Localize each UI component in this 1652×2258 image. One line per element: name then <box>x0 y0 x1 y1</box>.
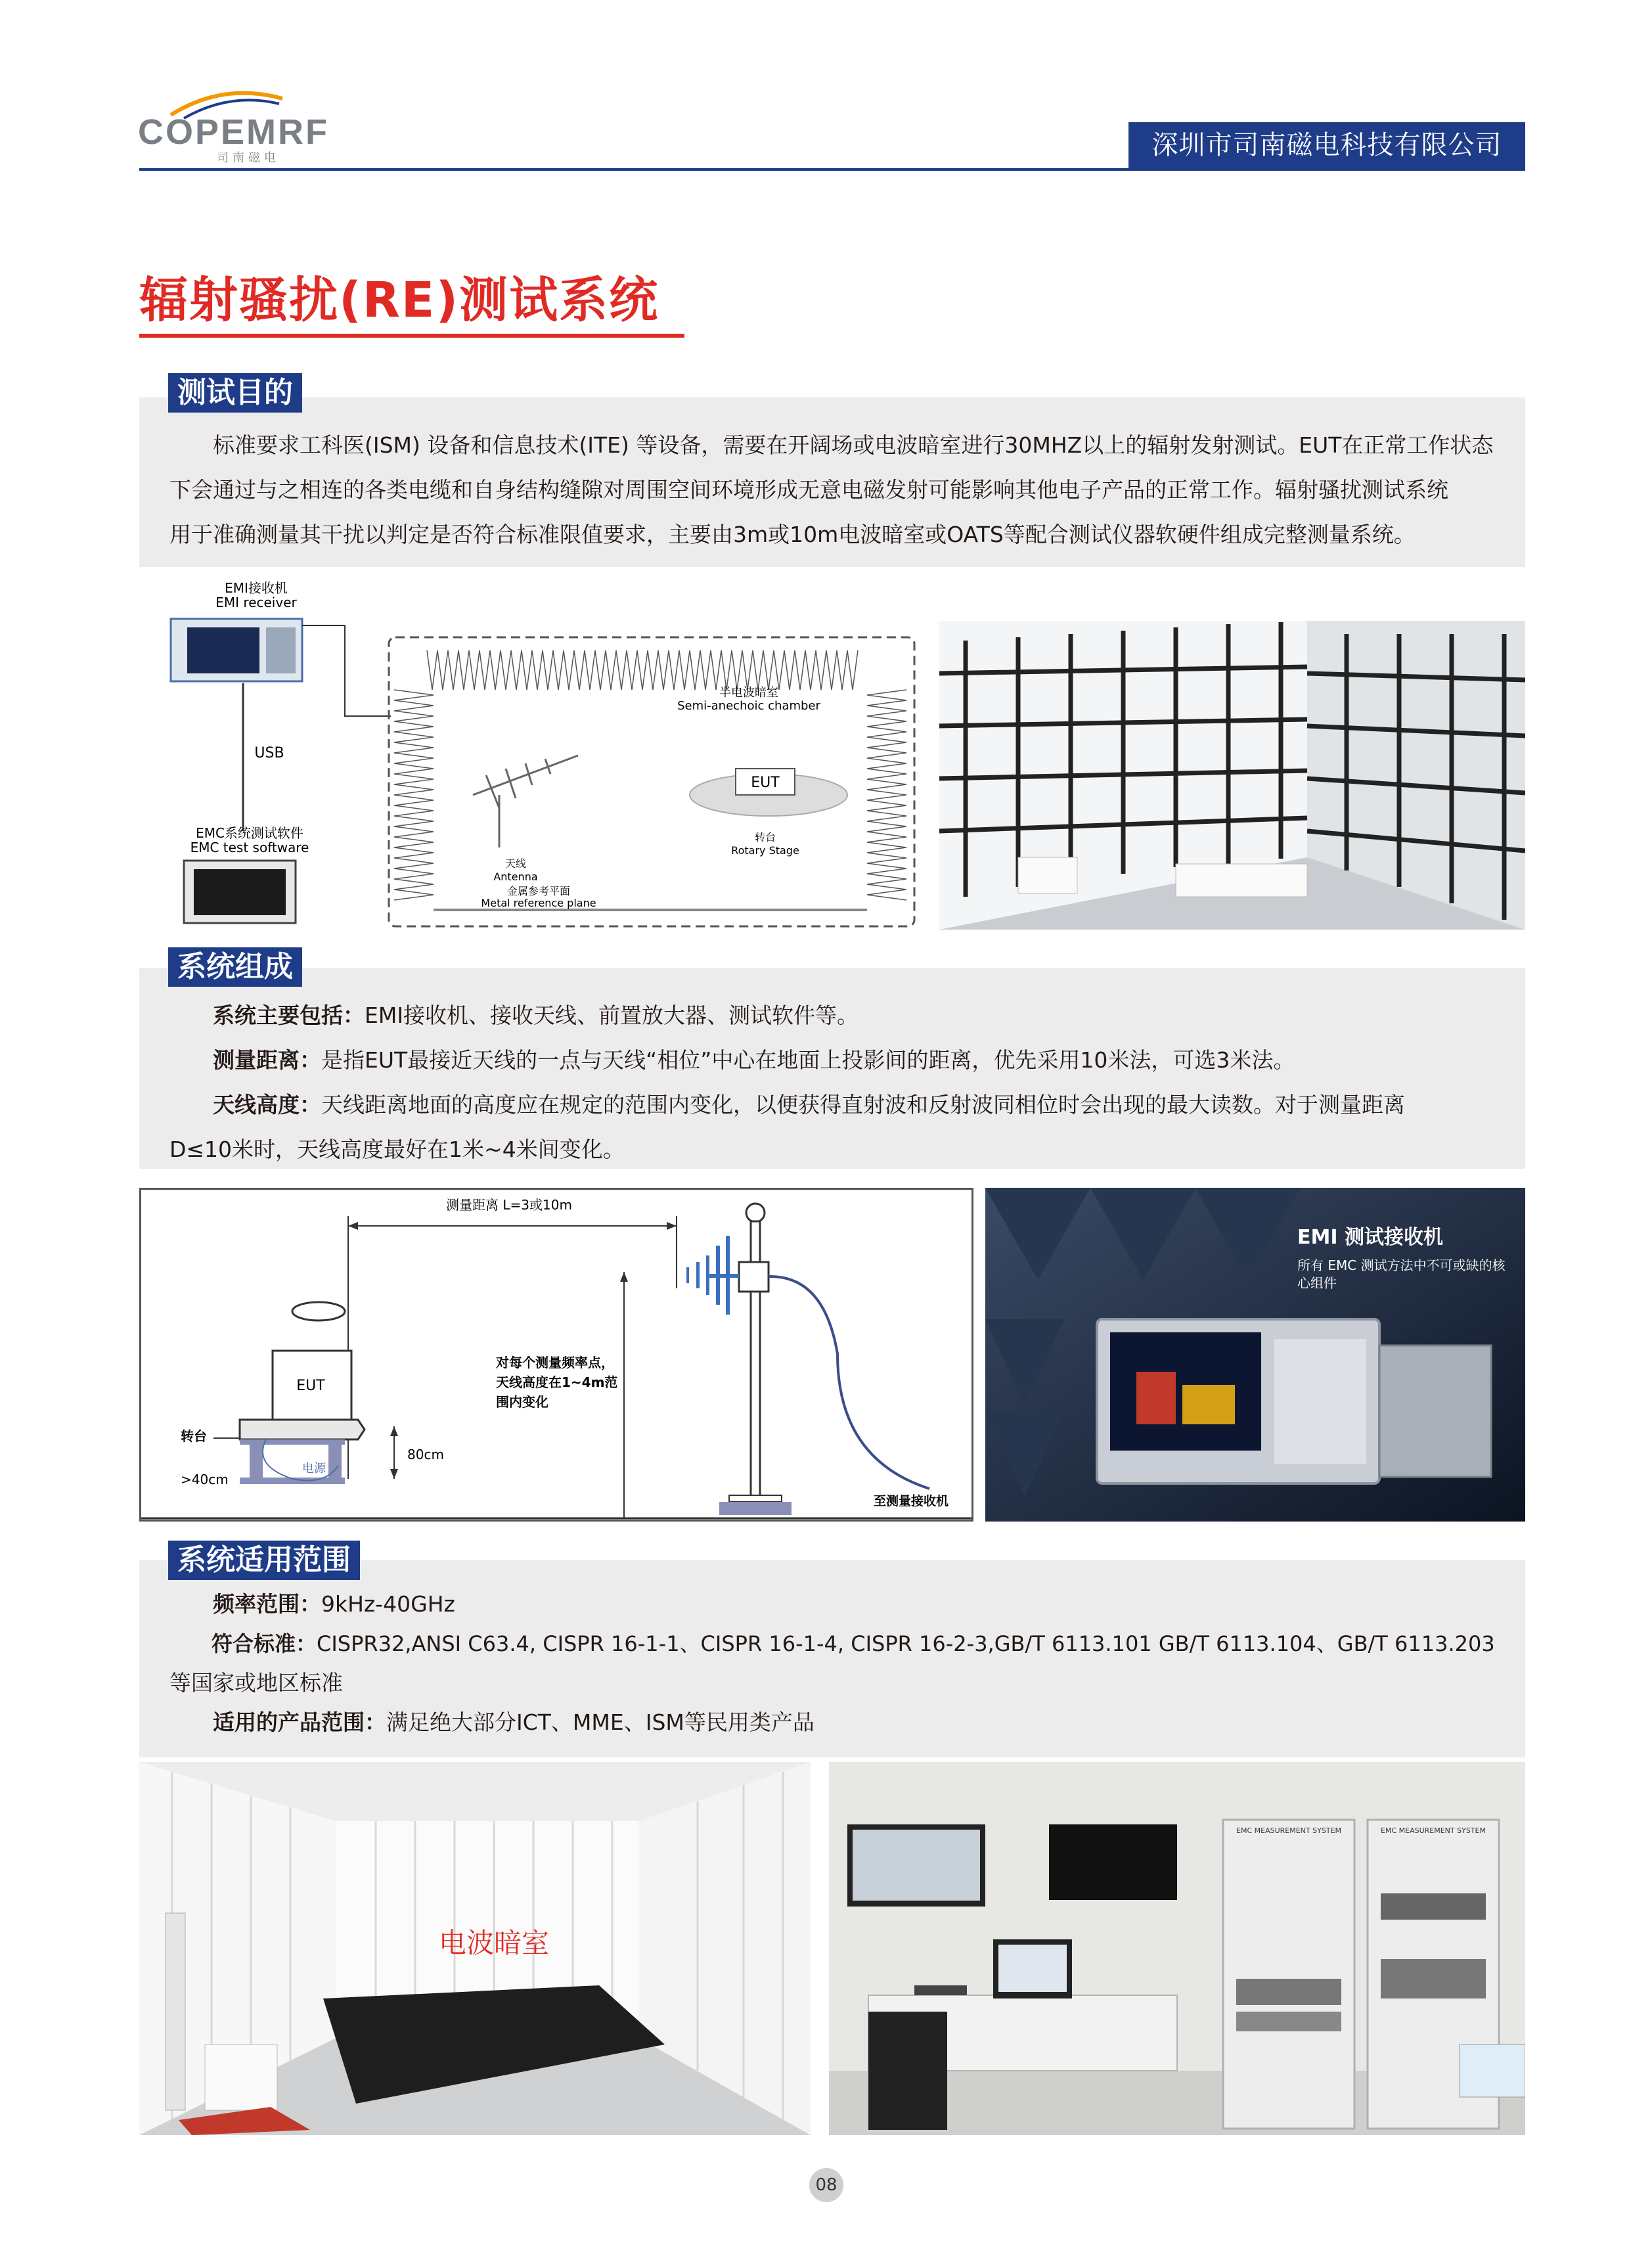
antenna-icon <box>473 756 578 847</box>
receiver-photo-desc-2: 心组件 <box>1297 1275 1337 1291</box>
composition-item-2 <box>169 1038 1516 1083</box>
antenna-label-cn: 天线 <box>504 857 527 870</box>
antenna-icon-2 <box>686 1236 739 1315</box>
purpose-line-3: 用于准确测量其干扰以判定是否符合标准限值要求，主要由3m或10m电波暗室或OATS等配合测试仪器软硬件组成完整测量系统。 <box>169 522 1416 547</box>
stage-label-en: Rotary Stage <box>731 844 799 857</box>
eut-label: EUT <box>751 775 780 791</box>
rack-label-2: EMC MEASUREMENT SYSTEM <box>1381 1826 1486 1835</box>
chamber-photo-label: 电波暗室 <box>438 1927 550 1959</box>
composition-item-3 <box>169 1083 1516 1127</box>
note-line-1: 对每个测量频率点， <box>496 1355 614 1370</box>
section-composition-text <box>169 993 1516 1172</box>
scope-prod <box>169 1703 1523 1742</box>
receiver-photo-desc-1: 所有 EMC 测试方法中不可或缺的核 <box>1297 1257 1506 1273</box>
logo-subtext: 司南磁电 <box>217 151 280 165</box>
section-scope-text <box>169 1585 1523 1742</box>
absorber-left <box>394 690 434 900</box>
composition-key-2: 测量距离： <box>213 1047 321 1073</box>
section-composition-label: 系统组成 <box>168 947 302 987</box>
note-line-3: 围内变化 <box>496 1394 548 1410</box>
composition-key-1: 系统主要包括： <box>213 1003 365 1028</box>
chamber-label-en: Semi-anechoic chamber <box>677 699 820 713</box>
eut-label-2: EUT <box>296 1378 325 1394</box>
purpose-line-2: 下会通过与之相连的各类电缆和自身结构缝隙对周围空间环境形成无意电磁发射可能影响其他电子产品的正常工作。辐射骚扰测试系统 <box>169 477 1448 503</box>
scope-freq-key: 频率范围： <box>213 1591 321 1617</box>
system-diagram-svg <box>158 578 933 933</box>
measurement-diagram <box>139 1188 973 1522</box>
title-underline <box>139 334 684 338</box>
note-line-2: 天线高度在1~4m范 <box>496 1374 618 1390</box>
rotation-icon <box>292 1302 345 1321</box>
to-receiver-label: 至测量接收机 <box>874 1494 949 1508</box>
section-purpose-label: 测试目的 <box>168 373 302 413</box>
height-80-label: 80cm <box>407 1447 444 1462</box>
absorber-top <box>427 650 858 690</box>
emi-label-cn: EMI接收机 <box>225 580 288 596</box>
stage-label-cn: 转台 <box>754 831 776 844</box>
scope-prod-key: 适用的产品范围： <box>213 1709 386 1735</box>
software-label-en: EMC test software <box>190 840 309 855</box>
purpose-line-1: 标准要求工科医(ISM) 设备和信息技术(ITE) 等设备，需要在开阔场或电波暗室进行30MHZ以上的辐射发射测试。EUT在正常工作状态 <box>213 432 1494 458</box>
company-name: 深圳市司南磁电科技有限公司 <box>1128 122 1525 168</box>
chamber-photo-2 <box>139 1762 811 2135</box>
distance-label: 测量距离 L=3或10m <box>446 1197 572 1213</box>
composition-item-3-cont: D≤10米时，天线高度最好在1米~4米间变化。 <box>169 1137 625 1162</box>
logo-text: COPEMRF <box>138 112 329 152</box>
gt40-label: >40cm <box>181 1472 229 1487</box>
section-scope-label: 系统适用范围 <box>168 1541 360 1580</box>
emi-label-en: EMI receiver <box>215 595 297 610</box>
scope-freq <box>169 1585 1523 1624</box>
plane-label-cn: 金属参考平面 <box>506 885 571 897</box>
header-divider <box>139 168 1525 171</box>
composition-value-2: 是指EUT最接近天线的一点与天线“相位”中心在地面上投影间的距离，优先采用10米法，可选3米法。 <box>321 1047 1295 1073</box>
measurement-diagram-svg <box>141 1190 971 1520</box>
receiver-photo <box>985 1188 1525 1522</box>
scope-std <box>169 1624 1523 1663</box>
rack-label-1: EMC MEASUREMENT SYSTEM <box>1236 1826 1341 1835</box>
section-purpose-text <box>169 423 1516 557</box>
scope-std-key: 符合标准： <box>212 1631 317 1656</box>
composition-value-1: EMI接收机、接收天线、前置放大器、测试软件等。 <box>365 1003 859 1028</box>
receiver-photo-title: EMI 测试接收机 <box>1297 1226 1443 1249</box>
composition-value-3: 天线距离地面的高度应在规定的范围内变化，以便获得直射波和反射波同相位时会出现的最大读数。对于测量距离 <box>321 1092 1405 1118</box>
turntable-label: 转台 <box>181 1428 207 1444</box>
page-number: 08 <box>809 2168 843 2202</box>
plane-label-en: Metal reference plane <box>481 897 596 909</box>
power-label: 电源 <box>302 1462 326 1476</box>
composition-key-3: 天线高度： <box>213 1092 321 1118</box>
system-diagram <box>158 578 933 933</box>
scope-std-cont: 等国家或地区标准 <box>169 1670 343 1696</box>
software-label-cn: EMC系统测试软件 <box>196 825 303 841</box>
scope-freq-value: 9kHz-40GHz <box>321 1591 455 1617</box>
absorber-right <box>867 690 906 900</box>
scope-std-value: CISPR32,ANSI C63.4, CISPR 16-1-1、CISPR 16-1-4, CISPR 16-2-3,GB/T 6113.101 GB/T 6113.104、GB/T 6113.203 <box>317 1631 1495 1656</box>
antenna-label-en: Antenna <box>493 870 538 883</box>
chamber-photo-1 <box>939 621 1525 930</box>
scope-prod-value: 满足绝大部分ICT、MME、ISM等民用类产品 <box>386 1709 815 1735</box>
page-title: 辐射骚扰(RE)测试系统 <box>139 272 659 328</box>
control-room-photo <box>829 1762 1525 2135</box>
composition-item-1 <box>169 993 1516 1038</box>
chamber-label-cn: 半电波暗室 <box>719 686 778 700</box>
usb-label: USB <box>254 745 284 761</box>
